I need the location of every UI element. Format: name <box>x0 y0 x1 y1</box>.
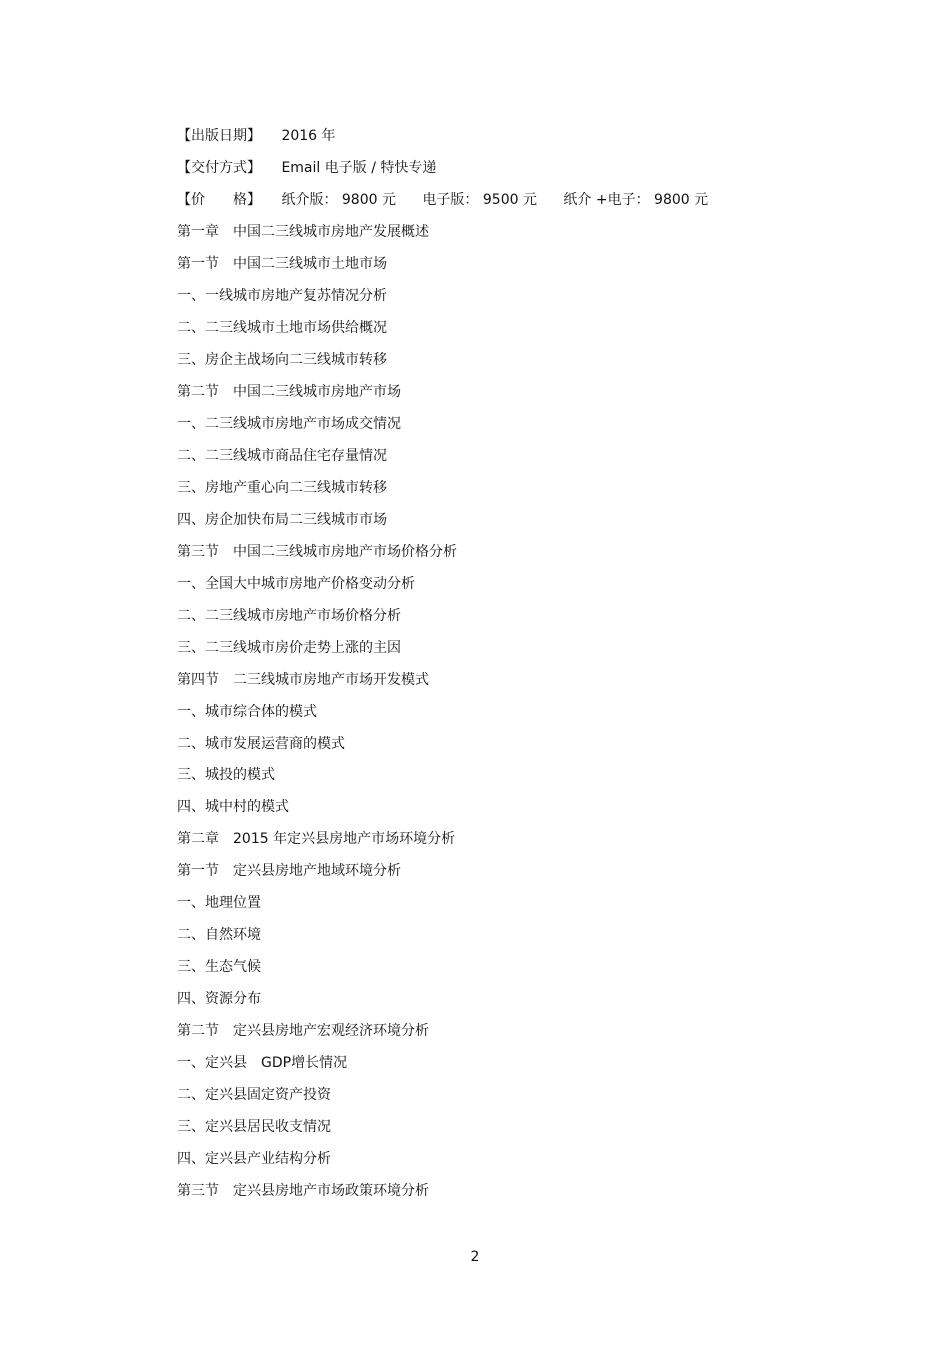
toc-entry: 三、城投的模式 <box>177 767 275 784</box>
toc-entry: 一、一线城市房地产复苏情况分析 <box>177 287 387 304</box>
toc-entry: 二、二三线城市房地产市场价格分析 <box>177 607 401 624</box>
toc-entry: 一、全国大中城市房地产价格变动分析 <box>177 575 415 592</box>
toc-entry: 三、生态气候 <box>177 959 261 976</box>
publication-date-row <box>177 124 730 156</box>
toc-entry: 一、定兴县 GDP增长情况 <box>177 1055 348 1072</box>
toc-entry: 二、定兴县固定资产投资 <box>177 1087 331 1104</box>
toc-entry: 二、城市发展运营商的模式 <box>177 735 345 752</box>
toc-entry: 三、定兴县居民收支情况 <box>177 1119 331 1136</box>
toc-entry: 四、定兴县产业结构分析 <box>177 1151 331 1168</box>
toc-entry: 第一章 中国二三线城市房地产发展概述 <box>177 224 429 240</box>
toc-entry: 四、房企加快布局二三线城市市场 <box>177 511 387 528</box>
toc-entry: 一、二三线城市房地产市场成交情况 <box>177 415 401 432</box>
toc-entry: 第三节 定兴县房地产市场政策环境分析 <box>177 1183 429 1200</box>
toc-entry: 四、城中村的模式 <box>177 799 289 816</box>
toc-entry: 第二章 2015 年定兴县房地产市场环境分析 <box>177 831 456 848</box>
toc-entry: 一、地理位置 <box>177 895 261 912</box>
toc-entry: 二、二三线城市商品住宅存量情况 <box>177 447 387 464</box>
toc-entry: 二、二三线城市土地市场供给概况 <box>177 319 387 336</box>
toc-entry: 三、房地产重心向二三线城市转移 <box>177 479 387 496</box>
price-row <box>177 188 730 220</box>
toc-entry: 四、资源分布 <box>177 991 261 1008</box>
toc-entry: 三、房企主战场向二三线城市转移 <box>177 351 387 368</box>
price-combo: 纸介 +电子： 9800 元 <box>563 192 709 208</box>
toc-entry: 第二节 定兴县房地产宏观经济环境分析 <box>177 1023 429 1040</box>
toc-entry: 第二节 中国二三线城市房地产市场 <box>177 383 401 400</box>
price-electronic: 电子版： 9500 元 <box>422 192 537 208</box>
toc-entry: 第四节 二三线城市房地产市场开发模式 <box>177 671 429 688</box>
toc-entry: 第一节 定兴县房地产地域环境分析 <box>177 863 401 880</box>
page-number: 2 <box>470 1249 480 1265</box>
toc-entry: 一、城市综合体的模式 <box>177 703 317 720</box>
delivery-method-row <box>177 156 730 188</box>
publication-date-label: 【出版日期】 <box>177 128 261 144</box>
toc-entry: 三、二三线城市房价走势上涨的主因 <box>177 639 401 656</box>
table-of-contents <box>177 220 457 1211</box>
price-label: 【价 格】 <box>177 192 261 208</box>
delivery-method-value: Email 电子版 / 特快专递 <box>281 160 437 176</box>
toc-entry: 二、自然环境 <box>177 927 261 944</box>
delivery-method-label: 【交付方式】 <box>177 160 261 176</box>
publication-date-value: 2016 年 <box>281 128 336 144</box>
report-meta <box>177 124 730 220</box>
toc-entry: 第一节 中国二三线城市土地市场 <box>177 255 387 272</box>
price-paper: 纸介版： 9800 元 <box>281 192 396 208</box>
toc-entry: 第三节 中国二三线城市房地产市场价格分析 <box>177 543 457 560</box>
